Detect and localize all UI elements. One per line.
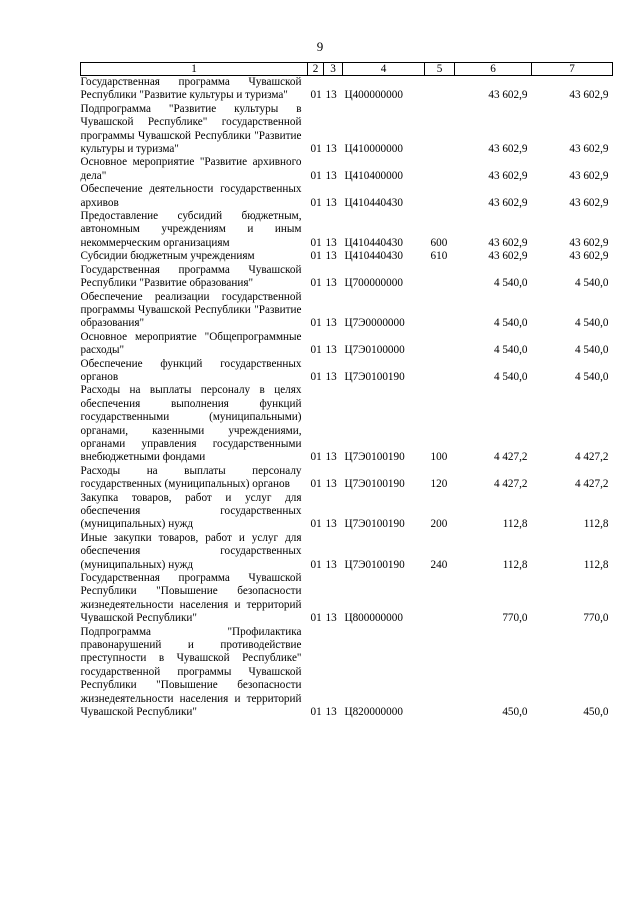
table-row [81, 291, 613, 331]
amount-year-1: 4 540,0 [493, 277, 528, 290]
subsection-code: 13 [325, 169, 337, 182]
table-row [81, 103, 613, 157]
row-name: Обеспечение реализации государственной программы Чувашской Республики "Развитие образования" [80, 290, 302, 330]
amount-year-1: 43 602,9 [488, 196, 528, 209]
page-number: 9 [316, 39, 324, 54]
row-name: Иные закупки товаров, работ и услуг для обеспечения государственных (муниципальных) нужд [80, 531, 302, 571]
section-code: 01 [310, 196, 322, 209]
section-code: 01 [310, 277, 322, 290]
section-code: 01 [310, 344, 322, 357]
target-article: Ц7Э0100000 [344, 344, 405, 357]
subsection-code: 13 [325, 196, 337, 209]
table-row [81, 183, 613, 210]
row-name: Подпрограмма "Профилактика правонарушений и противодействие преступности в Чувашской Республике" государственной программы Чувашской Республики "Повышение безопасности жизнедеятельности населения и территорий Чувашской Республики" [80, 625, 302, 719]
column-header: 4 [343, 63, 425, 76]
target-article: Ц7Э0100190 [344, 478, 405, 491]
section-code: 01 [310, 143, 322, 156]
amount-year-1: 112,8 [502, 518, 528, 531]
target-article: Ц410440430 [344, 196, 403, 209]
table-row [81, 626, 613, 720]
section-code: 01 [310, 169, 322, 182]
table-row [81, 210, 613, 250]
column-header: 2 [308, 63, 324, 76]
table-row [81, 250, 613, 263]
expense-type [425, 572, 455, 626]
column-header: 6 [455, 63, 532, 76]
target-article: Ц7Э0100190 [344, 518, 405, 531]
section-code: 01 [310, 478, 322, 491]
amount-year-1: 43 602,9 [488, 250, 528, 263]
target-article: Ц800000000 [344, 612, 403, 625]
subsection-code: 13 [325, 143, 337, 156]
amount-year-1: 4 540,0 [493, 370, 528, 383]
subsection-code: 13 [325, 277, 337, 290]
amount-year-2: 450,0 [583, 706, 609, 719]
amount-year-2: 112,8 [583, 518, 609, 531]
target-article: Ц7Э0100190 [344, 558, 405, 571]
subsection-code: 13 [325, 558, 337, 571]
subsection-code: 13 [325, 344, 337, 357]
section-code: 01 [310, 236, 322, 249]
expense-type [425, 626, 455, 720]
row-name: Расходы на выплаты персоналу в целях обеспечения выполнения функций государственными (муниципальными) органами, казенными учреждениями, органами управления государственными внебюджетными фондами [80, 384, 302, 464]
row-name: Обеспечение деятельности государственных архивов [80, 183, 302, 209]
table-row [81, 492, 613, 532]
table-row [81, 76, 613, 103]
amount-year-1: 4 540,0 [493, 344, 528, 357]
table-row [81, 465, 613, 492]
target-article: Ц7Э0000000 [344, 317, 405, 330]
column-header: 1 [81, 63, 308, 76]
expense-type: 100 [430, 451, 448, 464]
row-name: Подпрограмма "Развитие культуры в Чувашской Республике" государственной программы Чувашской Республики "Развитие культуры и туризма" [80, 102, 302, 156]
subsection-code: 13 [325, 706, 337, 719]
row-name: Обеспечение функций государственных органов [80, 357, 302, 383]
target-article: Ц400000000 [344, 89, 403, 102]
column-header: 7 [532, 63, 613, 76]
expense-type [425, 264, 455, 291]
amount-year-2: 112,8 [583, 558, 609, 571]
expense-type [425, 291, 455, 331]
amount-year-1: 4 427,2 [493, 451, 528, 464]
section-code: 01 [310, 518, 322, 531]
row-name: Субсидии бюджетным учреждениям [80, 250, 255, 263]
amount-year-1: 4 540,0 [493, 317, 528, 330]
expense-type [425, 103, 455, 157]
expense-type: 610 [430, 250, 448, 263]
subsection-code: 13 [325, 451, 337, 464]
subsection-code: 13 [325, 518, 337, 531]
section-code: 01 [310, 89, 322, 102]
row-name: Государственная программа Чувашской Республики "Развитие культуры и туризма" [80, 76, 302, 102]
table-row [81, 358, 613, 385]
amount-year-2: 4 540,0 [574, 277, 609, 290]
subsection-code: 13 [325, 612, 337, 625]
expense-type: 200 [430, 518, 448, 531]
subsection-code: 13 [325, 478, 337, 491]
amount-year-2: 4 540,0 [574, 317, 609, 330]
table-row [81, 264, 613, 291]
table-row [81, 384, 613, 464]
expense-type: 240 [430, 558, 448, 571]
row-name: Предоставление субсидий бюджетным, автономным учреждениям и иным некоммерческим организациям [80, 210, 302, 249]
table-row [81, 331, 613, 358]
subsection-code: 13 [325, 250, 337, 263]
amount-year-1: 450,0 [502, 706, 528, 719]
amount-year-2: 43 602,9 [569, 236, 609, 249]
row-name: Расходы на выплаты персоналу государственных (муниципальных) органов [80, 464, 302, 491]
target-article: Ц700000000 [344, 277, 403, 290]
amount-year-1: 4 427,2 [493, 478, 528, 491]
table-row [81, 156, 613, 183]
target-article: Ц410440430 [344, 250, 403, 263]
amount-year-2: 4 540,0 [574, 344, 609, 357]
row-name: Основное мероприятие "Развитие архивного дела" [80, 156, 302, 182]
row-name: Государственная программа Чувашской Республики "Развитие образования" [80, 263, 302, 290]
expense-type [425, 331, 455, 358]
expense-type [425, 358, 455, 385]
amount-year-2: 4 540,0 [574, 370, 609, 383]
expense-type [425, 76, 455, 103]
table-body [81, 76, 613, 720]
subsection-code: 13 [325, 236, 337, 249]
subsection-code: 13 [325, 317, 337, 330]
amount-year-1: 43 602,9 [488, 236, 528, 249]
section-code: 01 [310, 558, 322, 571]
subsection-code: 13 [325, 89, 337, 102]
expense-type: 600 [430, 236, 448, 249]
budget-table [80, 62, 613, 720]
target-article: Ц7Э0100190 [344, 370, 405, 383]
amount-year-1: 770,0 [502, 612, 528, 625]
amount-year-2: 43 602,9 [569, 169, 609, 182]
amount-year-2: 43 602,9 [569, 143, 609, 156]
amount-year-1: 112,8 [502, 558, 528, 571]
target-article: Ц820000000 [344, 706, 403, 719]
amount-year-1: 43 602,9 [488, 169, 528, 182]
target-article: Ц410440430 [344, 236, 403, 249]
amount-year-2: 4 427,2 [574, 451, 609, 464]
section-code: 01 [310, 706, 322, 719]
subsection-code: 13 [325, 370, 337, 383]
column-header: 3 [324, 63, 343, 76]
amount-year-2: 770,0 [583, 612, 609, 625]
target-article: Ц7Э0100190 [344, 451, 405, 464]
table-header-row [81, 63, 613, 76]
expense-type [425, 183, 455, 210]
expense-type: 120 [430, 478, 448, 491]
target-article: Ц410400000 [344, 169, 403, 182]
amount-year-2: 4 427,2 [574, 478, 609, 491]
amount-year-2: 43 602,9 [569, 250, 609, 263]
expense-type [425, 156, 455, 183]
row-name: Государственная программа Чувашской Республики "Повышение безопасности жизнедеятельности населения и территорий Чувашской Республики" [80, 572, 302, 625]
section-code: 01 [310, 250, 322, 263]
amount-year-2: 43 602,9 [569, 196, 609, 209]
amount-year-2: 43 602,9 [569, 89, 609, 102]
table-row [81, 532, 613, 572]
row-name: Основное мероприятие "Общепрограммные расходы" [80, 330, 302, 357]
table-row [81, 572, 613, 626]
section-code: 01 [310, 612, 322, 625]
target-article: Ц410000000 [344, 143, 403, 156]
section-code: 01 [310, 451, 322, 464]
row-name: Закупка товаров, работ и услуг для обеспечения государственных (муниципальных) нужд [80, 491, 302, 531]
amount-year-1: 43 602,9 [488, 89, 528, 102]
column-header: 5 [425, 63, 455, 76]
amount-year-1: 43 602,9 [488, 143, 528, 156]
section-code: 01 [310, 317, 322, 330]
section-code: 01 [310, 370, 322, 383]
